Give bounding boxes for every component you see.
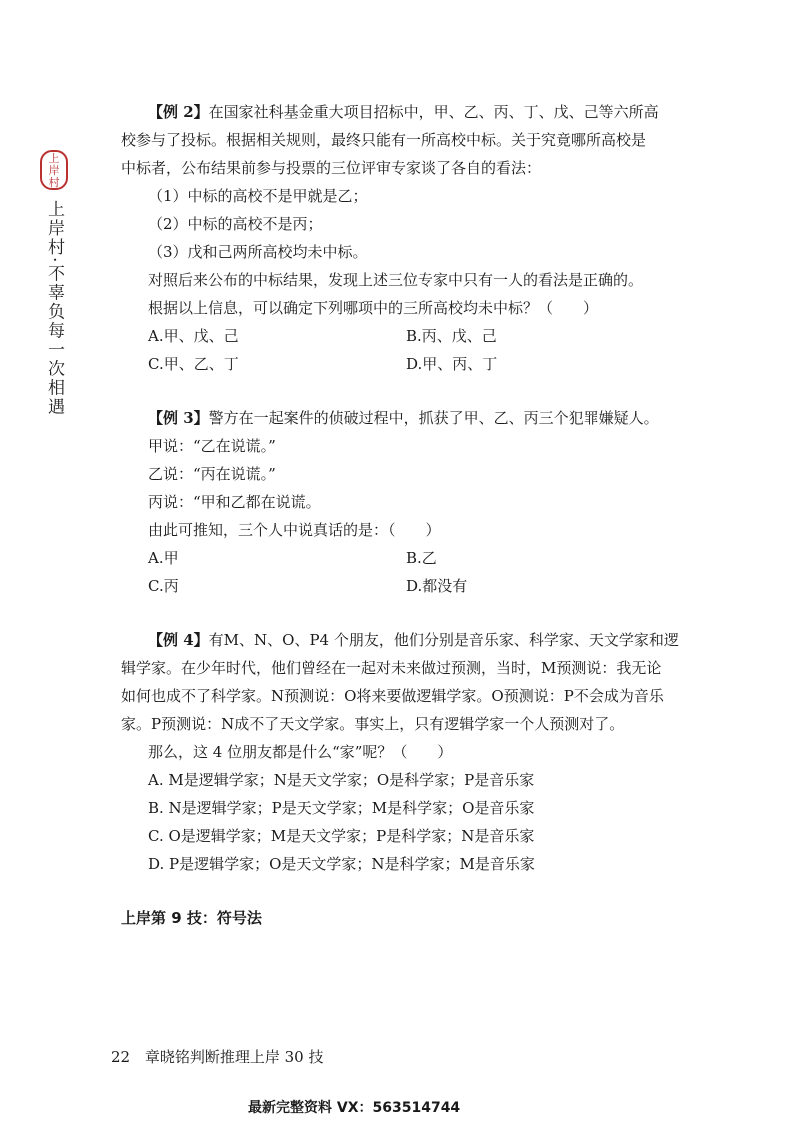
statement-line: 甲说：“乙在说谎。” bbox=[148, 437, 276, 455]
statement-line: 丙说：“甲和乙都在说谎。 bbox=[148, 493, 321, 511]
option-b: B.乙 bbox=[406, 549, 437, 567]
example-tag: 【例 2】 bbox=[148, 103, 209, 121]
options-grid bbox=[121, 544, 683, 600]
paragraph-line: 如何也成不了科学家。N预测说：O将来要做逻辑学家。O预测说：P不会成为音乐 bbox=[121, 687, 664, 705]
seal-char: 村 bbox=[48, 176, 60, 189]
statement-line: （2）中标的高校不是丙； bbox=[148, 215, 323, 233]
question-line: 根据以上信息，可以确定下列哪项中的三所高校均未中标？（ ） bbox=[148, 299, 599, 317]
paragraph-line: 中标者，公布结果前参与投票的三位评审专家谈了各自的看法： bbox=[121, 159, 542, 177]
option-a: A.甲、戊、己 bbox=[148, 327, 239, 345]
side-branding bbox=[40, 150, 80, 416]
main-content bbox=[121, 98, 683, 932]
option-c: C.丙 bbox=[148, 577, 179, 595]
option-c: C.甲、乙、丁 bbox=[148, 355, 239, 373]
example-4 bbox=[121, 626, 683, 878]
option-d: D. P是逻辑学家；O是天文学家；N是科学家；M是音乐家 bbox=[148, 855, 535, 873]
paragraph-line: 【例 4】有M、N、O、P4 个朋友，他们分别是音乐家、科学家、天文学家和逻 bbox=[148, 631, 679, 649]
book-title: 章晓铭判断推理上岸 30 技 bbox=[144, 1048, 324, 1066]
paragraph-line: 【例 2】在国家社科基金重大项目招标中，甲、乙、丙、丁、戊、己等六所高 bbox=[148, 103, 659, 121]
option-a: A.甲 bbox=[148, 549, 179, 567]
option-c: C. O是逻辑学家；M是天文学家；P是科学家；N是音乐家 bbox=[148, 827, 535, 845]
seal-char: 岸 bbox=[48, 164, 60, 177]
statement-line: 对照后来公布的中标结果，发现上述三位专家中只有一人的看法是正确的。 bbox=[148, 271, 644, 289]
options-grid bbox=[121, 322, 683, 378]
example-3 bbox=[121, 404, 683, 600]
watermark-text: 最新完整资料 VX：563514744 bbox=[248, 1100, 461, 1116]
example-tag: 【例 3】 bbox=[148, 409, 209, 427]
question-line: 由此可推知，三个人中说真话的是：（ ） bbox=[148, 521, 441, 539]
paragraph-line: 辑学家。在少年时代，他们曾经在一起对未来做过预测，当时，M预测说：我无论 bbox=[121, 659, 662, 677]
statement-line: 乙说：“丙在说谎。” bbox=[148, 465, 276, 483]
paragraph-line: 【例 3】警方在一起案件的侦破过程中，抓获了甲、乙、丙三个犯罪嫌疑人。 bbox=[148, 409, 659, 427]
statement-line: （1）中标的高校不是甲就是乙； bbox=[148, 187, 368, 205]
paragraph-line: 校参与了投标。根据相关规则，最终只能有一所高校中标。关于究竟哪所高校是 bbox=[121, 131, 647, 149]
statement-line: （3）戊和己两所高校均未中标。 bbox=[148, 243, 368, 261]
option-b: B. N是逻辑学家；P是天文学家；M是科学家；O是音乐家 bbox=[148, 799, 535, 817]
page-footer bbox=[111, 1046, 324, 1067]
page-number: 22 bbox=[111, 1048, 131, 1066]
example-tag: 【例 4】 bbox=[148, 631, 209, 649]
option-a: A. M是逻辑学家；N是天文学家；O是科学家；P是音乐家 bbox=[148, 771, 535, 789]
seal-logo bbox=[40, 150, 68, 190]
section-heading: 上岸第 9 技：符号法 bbox=[121, 909, 262, 927]
seal-char: 上 bbox=[48, 152, 60, 165]
question-line: 那么，这 4 位朋友都是什么“家”呢？（ ） bbox=[148, 743, 453, 761]
option-d: D.甲、丙、丁 bbox=[406, 355, 498, 373]
option-d: D.都没有 bbox=[406, 577, 468, 595]
side-slogan: 上岸村·不辜负每一次相遇 bbox=[44, 200, 64, 417]
paragraph-line: 家。P预测说：N成不了天文学家。事实上，只有逻辑学家一个人预测对了。 bbox=[121, 715, 625, 733]
example-2 bbox=[121, 98, 683, 378]
option-b: B.丙、戊、己 bbox=[406, 327, 497, 345]
